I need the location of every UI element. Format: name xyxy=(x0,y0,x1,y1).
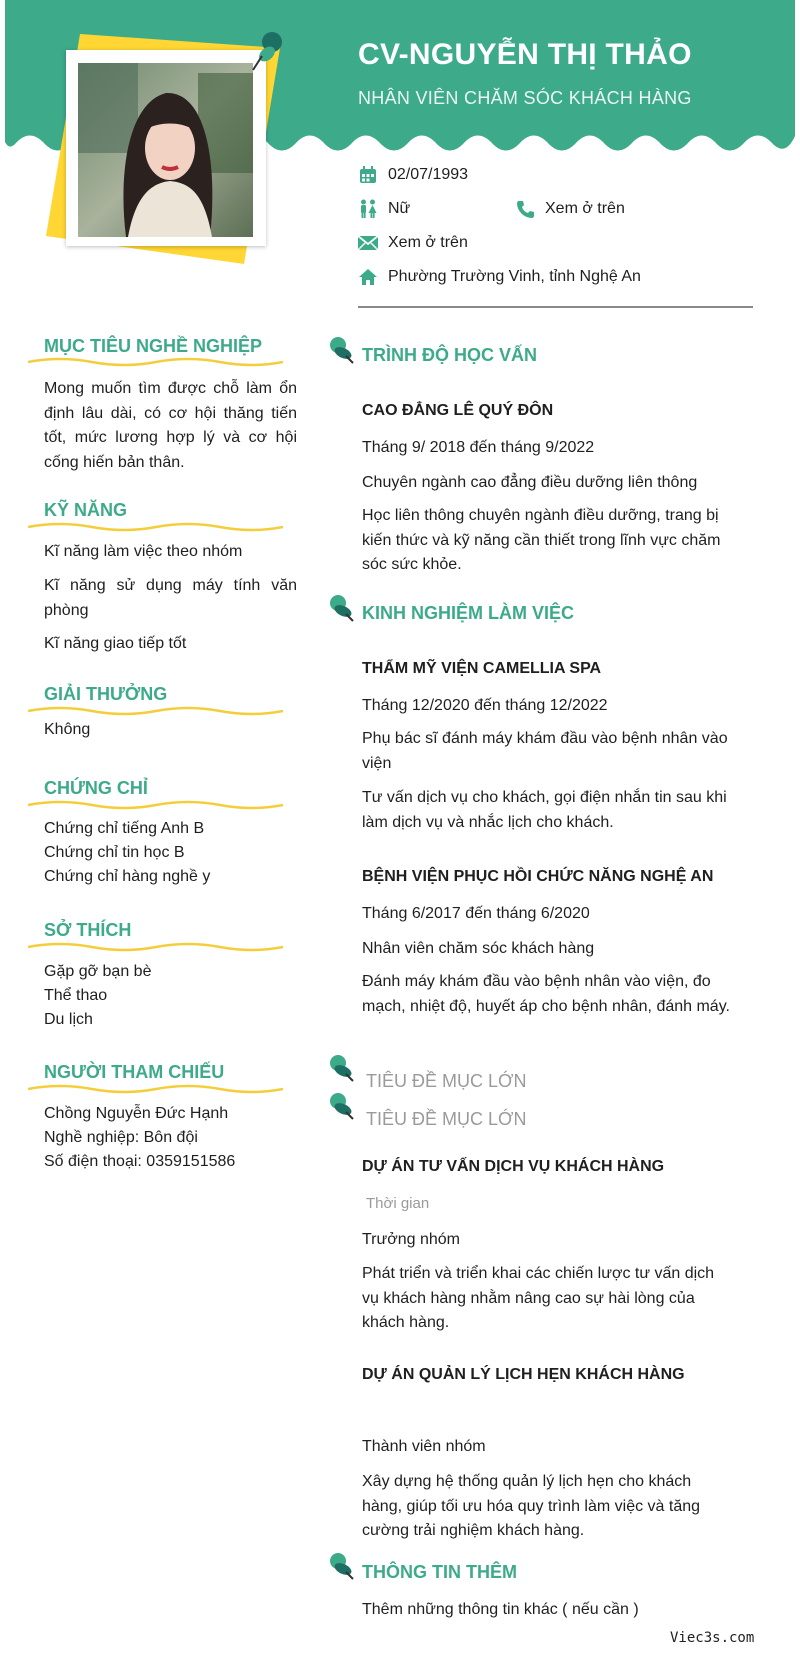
hobby-item: Du lịch xyxy=(44,1011,93,1028)
gender-icon xyxy=(358,199,378,219)
wave-underline xyxy=(28,799,283,811)
profile-photo xyxy=(78,63,253,237)
placeholder-section-title: TIÊU ĐỀ MỤC LỚN xyxy=(366,1109,527,1129)
certificate-item: Chứng chỉ tiếng Anh B xyxy=(44,820,205,837)
contact-email xyxy=(358,231,468,255)
wave-underline xyxy=(28,521,283,533)
pin-icon xyxy=(328,336,354,364)
company-name: BỆNH VIỆN PHỤC HỒI CHỨC NĂNG NGHỆ AN xyxy=(362,868,714,885)
reference-item: Chồng Nguyễn Đức Hạnh xyxy=(44,1105,229,1122)
calendar-icon xyxy=(358,165,378,185)
section-title-skills: KỸ NĂNG xyxy=(44,500,128,520)
project-role: Thành viên nhóm xyxy=(362,1438,486,1455)
project-time: Thời gian xyxy=(366,1195,430,1212)
section-title-experience: KINH NGHIỆM LÀM VIỆC xyxy=(362,603,575,623)
hobby-item: Thể thao xyxy=(44,987,108,1004)
pin-icon xyxy=(328,1092,354,1120)
address-value: Phường Trường Vinh, tỉnh Nghệ An xyxy=(388,268,641,285)
education-period: Tháng 9/ 2018 đến tháng 9/2022 xyxy=(362,439,595,456)
job-detail: Nhân viên chăm sóc khách hàng xyxy=(362,940,595,957)
pin-icon xyxy=(328,1552,354,1580)
wave-underline xyxy=(28,705,283,717)
email-value: Xem ở trên xyxy=(388,234,468,251)
job-period: Tháng 6/2017 đến tháng 6/2020 xyxy=(362,905,590,922)
hobby-item: Gặp gỡ bạn bè xyxy=(44,963,152,980)
awards-text: Không xyxy=(44,721,91,738)
birthday-value: 02/07/1993 xyxy=(388,166,469,183)
project-name: DỰ ÁN QUẢN LÝ LỊCH HẸN KHÁCH HÀNG xyxy=(362,1366,685,1383)
wave-underline xyxy=(28,941,283,953)
school-name: CAO ĐẲNG LÊ QUÝ ĐÔN xyxy=(362,402,554,419)
contact-address xyxy=(358,265,641,289)
company-name: THẨM MỸ VIỆN CAMELLIA SPA xyxy=(362,660,602,677)
section-title-education: TRÌNH ĐỘ HỌC VẤN xyxy=(362,345,537,365)
cv-title: CV-NGUYỄN THỊ THẢO xyxy=(358,38,692,71)
contact-divider xyxy=(358,306,753,308)
gender-value: Nữ xyxy=(388,200,411,217)
phone-value: Xem ở trên xyxy=(545,200,625,217)
certificate-item: Chứng chỉ tin học B xyxy=(44,844,185,861)
home-icon xyxy=(358,267,378,287)
watermark-footer: Viec3s.com xyxy=(670,1630,755,1646)
job-detail: Tư vấn dịch vụ cho khách, gọi điện nhắn tin sau khi làm dịch vụ và nhắc lịch cho khách. xyxy=(362,789,727,831)
placeholder-section-title: TIÊU ĐỀ MỤC LỚN xyxy=(366,1071,527,1091)
project-name: DỰ ÁN TƯ VẤN DỊCH VỤ KHÁCH HÀNG xyxy=(362,1158,665,1175)
wave-underline xyxy=(28,356,283,368)
section-title-more-info: THÔNG TIN THÊM xyxy=(362,1562,517,1582)
cv-subtitle: NHÂN VIÊN CHĂM SÓC KHÁCH HÀNG xyxy=(358,88,692,108)
objective-text: Mong muốn tìm được chỗ làm ổn định lâu dài, có cơ hội thăng tiến tốt, mức lương hợp lý và cơ hội cống hiến bản thân. xyxy=(44,380,297,471)
section-title-hobbies: SỞ THÍCH xyxy=(44,920,132,940)
section-title-objective: MỤC TIÊU NGHỀ NGHIỆP xyxy=(44,336,263,356)
section-title-awards: GIẢI THƯỞNG xyxy=(44,684,168,704)
pin-icon xyxy=(328,594,354,622)
job-period: Tháng 12/2020 đến tháng 12/2022 xyxy=(362,697,608,714)
certificate-item: Chứng chỉ hàng nghề y xyxy=(44,868,211,885)
section-title-certificates: CHỨNG CHỈ xyxy=(44,778,148,798)
contact-phone xyxy=(515,197,625,221)
project-description: Xây dựng hệ thống quản lý lịch hẹn cho khách hàng, giúp tối ưu hóa quy trình làm việc và tăng cường trải nghiệm khách hàng. xyxy=(362,1473,701,1539)
more-info-text: Thêm những thông tin khác ( nếu cần ) xyxy=(362,1601,639,1618)
wave-underline xyxy=(28,1083,283,1095)
skill-item: Kĩ năng làm việc theo nhóm xyxy=(44,543,243,560)
contact-birthday xyxy=(358,163,468,187)
education-description: Học liên thông chuyên ngành điều dưỡng, trang bị kiến thức và kỹ năng cần thiết trong lĩnh vực chăm sóc sức khỏe. xyxy=(362,507,721,573)
skill-item: Kĩ năng sử dụng máy tính văn phòng xyxy=(44,577,297,619)
reference-item: Số điện thoại: 0359151586 xyxy=(44,1153,236,1170)
reference-item: Nghề nghiệp: Bôn đội xyxy=(44,1129,198,1146)
pin-icon xyxy=(250,28,286,74)
contact-gender xyxy=(358,197,410,221)
section-title-references: NGƯỜI THAM CHIẾU xyxy=(44,1062,225,1082)
phone-icon xyxy=(515,199,535,219)
email-icon xyxy=(358,233,378,253)
pin-icon xyxy=(328,1054,354,1082)
job-detail: Đánh máy khám đầu vào bệnh nhân vào viện, đo mạch, nhiệt độ, huyết áp cho bệnh nhân, đánh máy. xyxy=(362,973,730,1015)
education-major: Chuyên ngành cao đẳng điều dưỡng liên thông xyxy=(362,474,698,491)
project-role: Trưởng nhóm xyxy=(362,1231,460,1248)
project-description: Phát triển và triển khai các chiến lược tư vấn dịch vụ khách hàng nhằm nâng cao sự hài lòng của khách hàng. xyxy=(362,1265,715,1331)
job-detail: Phụ bác sĩ đánh máy khám đầu vào bệnh nhân vào viện xyxy=(362,730,728,772)
skill-item: Kĩ năng giao tiếp tốt xyxy=(44,635,187,652)
